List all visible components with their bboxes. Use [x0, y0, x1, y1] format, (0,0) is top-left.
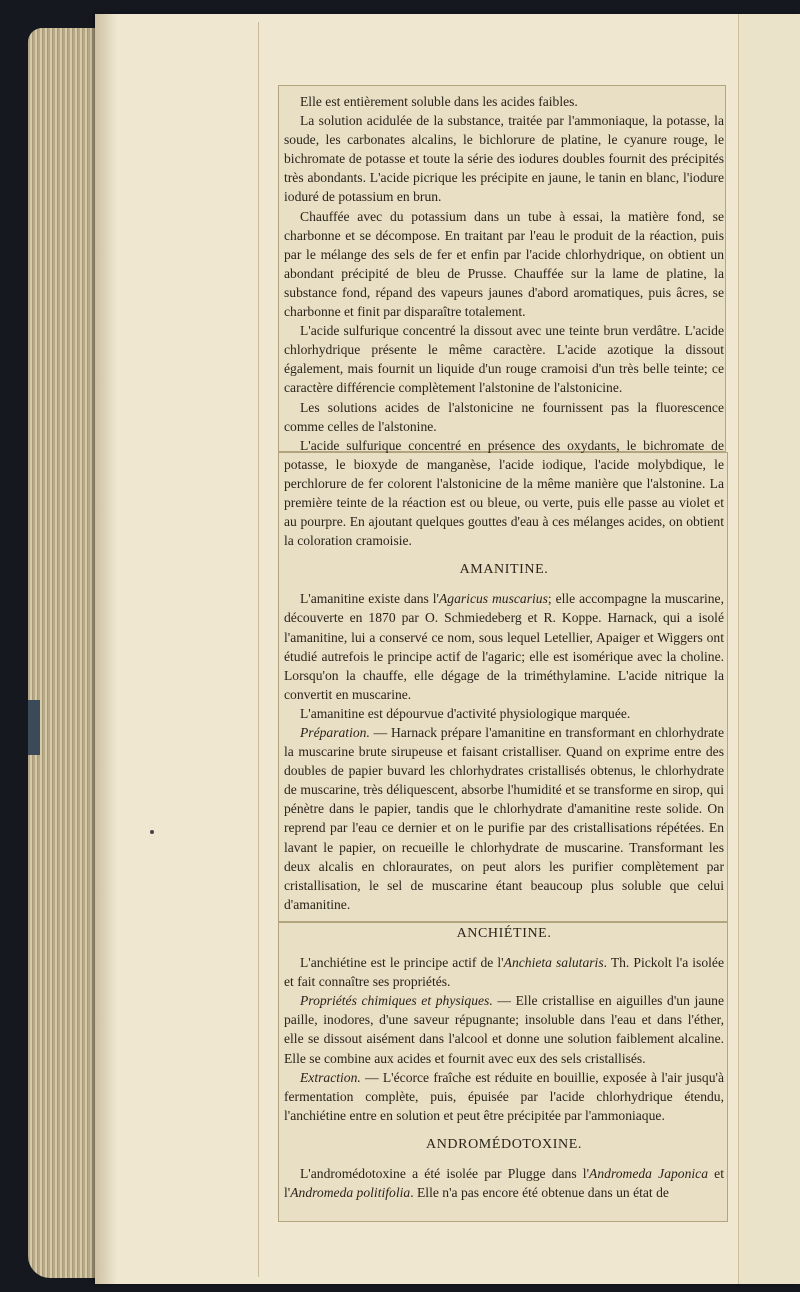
section-heading-amanitine: AMANITINE.	[459, 562, 549, 578]
paragraph: L'acide sulfurique concentré la dissout avec une teinte brun verdâtre. L'acide chlorhydrique présente le même caractère. L'acide azotique la dissout également, mais fournit un liquide d'un rouge cramoisi d'un très belle teinte; ce caractère différencie complètement l'alstonine de l'alstonicine.	[284, 323, 724, 396]
paragraph: Les solutions acides de l'alstonicine ne fournissent pas la fluorescence comme celles de l'alstonine.	[284, 399, 724, 434]
paragraph: Préparation. — Harnack prépare l'amanitine en transformant en chlorhydrate la muscarine brute sirupeuse et faisant cristalliser. Quand on exprime entre des doubles de papier buvard les chlorhydrates cristallisés obtenus, le chlorhydrate de muscarine, très déliquescent, absorbe l'humidité et se transforme en sirop, qui pénètre dans le papier, tandis que le chlorhydrate d'amanitine reste solide. On reprend par l'eau ce dernier et on le purifie par des cristallisations répétées. En lavant le papier, on recueille le chlorhydrate de muscarine. Transformant les deux alcalis en chloraurates, on peut alors les purifier complètement par cristallisation, le sel de muscarine étant beaucoup plus soluble que celui d'amanitine.	[284, 725, 724, 912]
section-heading-andromedotoxine: ANDROMÉDOTOXINE.	[426, 1136, 582, 1152]
paragraph: L'andromédotoxine a été isolée par Plugge dans l'Andromeda Japonica et l'Andromeda politifolia. Elle n'a pas encore été obtenue dans un état de	[284, 1165, 724, 1201]
clipping-text	[284, 92, 724, 1202]
paragraph: Chauffée avec du potassium dans un tube à essai, la matière fond, se charbonne et se décompose. En traitant par l'eau le produit de la réaction, puis par le mélange des sels de fer et enfin par l'acide chlorhydrique, on obtient un abondant précipité de bleu de Prusse. Chauffée sur la lame de platine, la substance fond, répand des vapeurs jaunes d'abord aromatiques, puis âcres, se charbonne et finit par disparaître totalement.	[284, 208, 724, 320]
paragraph: Extraction. — L'écorce fraîche est réduite en bouillie, exposée à l'air jusqu'à fermentation complète, puis, épuisée par l'acide chlorhydrique étendu, l'anchiétine entre en solution et peut être précipitée par l'ammoniaque.	[284, 1069, 724, 1123]
bookmark-tab	[28, 700, 40, 755]
paragraph: Elle est entièrement soluble dans les acides faibles.	[300, 94, 578, 109]
paragraph: L'anchiétine est le principe actif de l'Anchieta salutaris. Th. Pickolt l'a isolée et fait connaître ses propriétés.	[284, 955, 724, 990]
ink-spot	[150, 830, 154, 834]
page-fold-line	[258, 22, 259, 1277]
facing-page-edge	[738, 14, 800, 1284]
paragraph: L'amanitine est dépourvue d'activité physiologique marquée.	[300, 705, 631, 721]
section-heading-anchietine: ANCHIÉTINE.	[456, 925, 552, 941]
paragraph: Propriétés chimiques et physiques. — Elle cristallise en aiguilles d'un jaune paille, inodores, d'une saveur répugnante; insoluble dans l'eau et dans l'éther, elle se dissout aisément dans l'alcool et donne une solution faiblement alcaline. Elle se combine aux acides et fournit avec eux des sels cristallisés.	[284, 993, 724, 1066]
paragraph: L'amanitine existe dans l'Agaricus muscarius; elle accompagne la muscarine, découverte en 1870 par O. Schmiedeberg et R. Koppe. Harnack, qui a isolé l'amanitine, lui a conservé ce nom, sous lequel Letellier, Apaiger et Wiggers ont étudié autrefois le principe actif de l'agaric; elle est isomérique avec la choline. Lorsqu'on la chauffe, elle dégage de la triméthylamine. L'acide nitrique la convertit en muscarine.	[284, 591, 724, 702]
paragraph: La solution acidulée de la substance, traitée par l'ammoniaque, la potasse, la soude, les carbonates alcalins, le bichlorure de platine, le cyanure rouge, le bichromate de potasse et toute la série des iodures doubles fournit des précipités très abondants. L'acide picrique les précipite en jaune, le tanin en blanc, l'iodure ioduré de potassium en brun.	[284, 113, 724, 205]
paragraph: L'acide sulfurique concentré en présence des oxydants, le bichromate de potasse, le bioxyde de manganèse, l'acide iodique, l'acide molybdique, le perchlorure de fer colorent l'alstonicine de la même manière que l'alstonine. La première teinte de la réaction est ou bleue, ou verte, puis elle passe au violet et au pourpre. En ajoutant quelques gouttes d'eau à ces mélanges acides, on obtient la coloration cramoisie.	[284, 437, 724, 549]
